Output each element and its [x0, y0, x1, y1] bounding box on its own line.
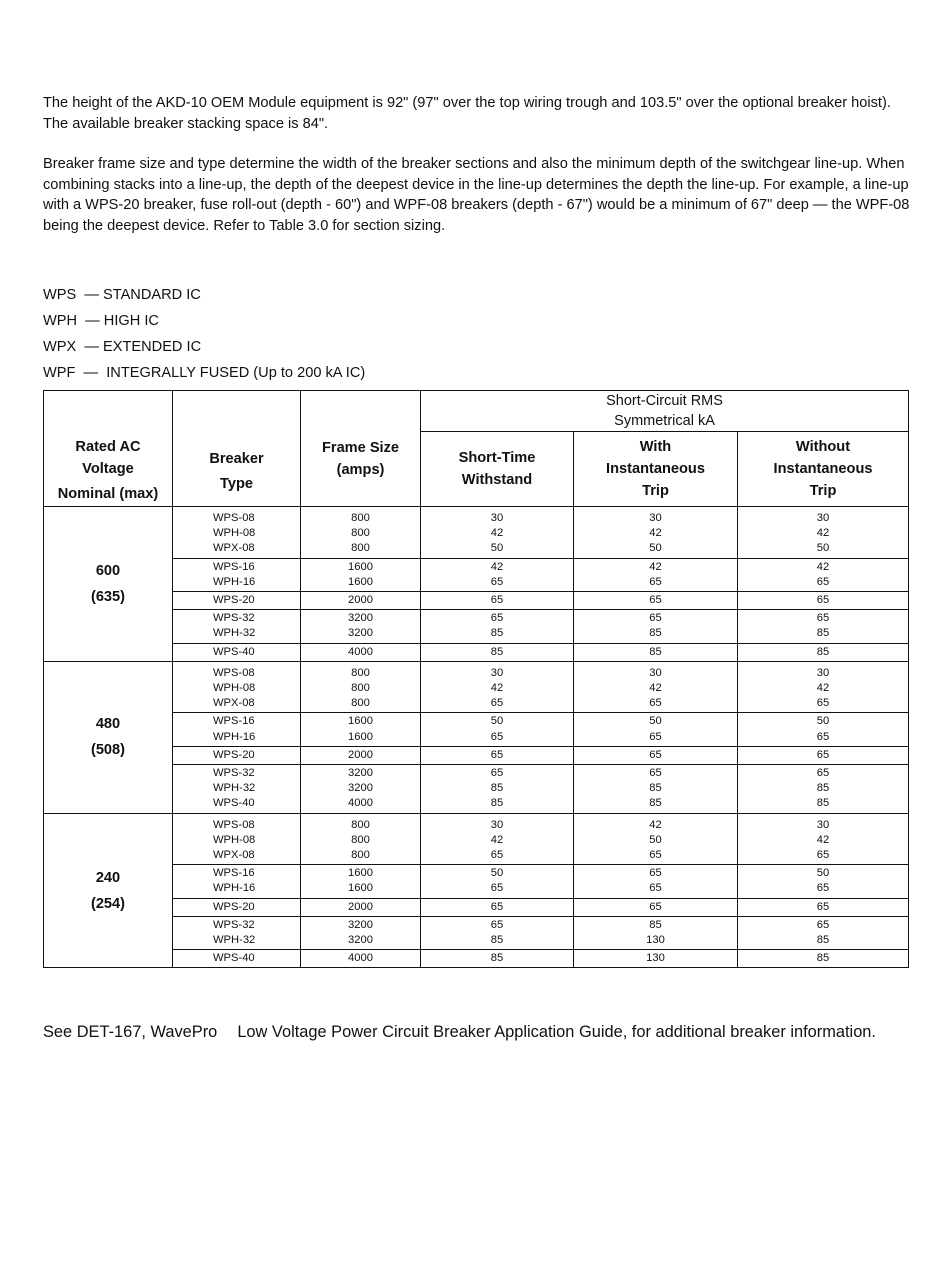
- frame-size-cell: [301, 558, 421, 591]
- cell-value: 1600: [348, 715, 373, 728]
- cell-value: 30: [649, 512, 662, 524]
- table-row: [44, 865, 909, 898]
- table-row: [44, 950, 909, 968]
- cell-value: 85: [490, 952, 504, 965]
- cell-value: 30: [816, 666, 830, 679]
- breaker-rating-table: [43, 390, 909, 968]
- cell-value: WPH-32: [213, 934, 256, 947]
- cell-value: 42: [649, 818, 662, 831]
- without-inst-trip-cell: [738, 592, 909, 610]
- voltage-nominal: 600: [95, 562, 121, 579]
- short-time-cell: [421, 746, 574, 764]
- cell-value: 800: [351, 697, 370, 710]
- voltage-nominal: 240: [95, 869, 121, 886]
- voltage-max: (508): [90, 742, 126, 759]
- cell-value: 42: [816, 682, 830, 695]
- breaker-type-cell: [173, 507, 301, 559]
- cell-value: 130: [646, 952, 665, 965]
- cell-value: WPS-08: [213, 666, 255, 679]
- cell-value: 65: [816, 767, 830, 780]
- cell-value: 42: [490, 560, 504, 573]
- legend-item-wps: WPS — STANDARD IC: [43, 287, 201, 303]
- cell-value: 4000: [348, 645, 373, 658]
- without-inst-trip-cell: [738, 746, 909, 764]
- frame-size-cell: [301, 950, 421, 968]
- voltage-nominal: 480: [95, 716, 121, 733]
- cell-value: 3200: [348, 612, 373, 625]
- cell-value: WPH-16: [213, 730, 256, 743]
- voltage-max: (254): [90, 895, 126, 912]
- table-row: [44, 643, 909, 661]
- cell-value: 65: [649, 575, 662, 588]
- cell-value: 65: [490, 730, 504, 743]
- cell-value: 65: [816, 575, 830, 588]
- short-time-cell: [421, 713, 574, 746]
- cell-value: 85: [490, 934, 504, 947]
- cell-value: 42: [490, 682, 504, 695]
- cell-value: 1600: [348, 730, 373, 743]
- with-inst-trip-cell: [574, 643, 738, 661]
- cell-value: 85: [816, 934, 830, 947]
- cell-value: 65: [816, 900, 830, 913]
- breaker-type-cell: [173, 643, 301, 661]
- cell-value: 4000: [348, 797, 373, 810]
- cell-value: 50: [649, 715, 662, 728]
- header-text: Short-Circuit RMS: [606, 393, 723, 409]
- cell-value: WPS-08: [213, 818, 255, 831]
- header-text: (amps): [336, 461, 385, 478]
- without-inst-trip-cell: [738, 813, 909, 865]
- cell-value: 85: [816, 782, 830, 795]
- with-inst-trip-cell: [574, 898, 738, 916]
- header-with-instantaneous-trip: [574, 432, 738, 507]
- table-row: [44, 898, 909, 916]
- breaker-type-legend: [43, 284, 365, 388]
- cell-value: 3200: [348, 918, 373, 931]
- cell-value: WPX-08: [213, 542, 255, 555]
- with-inst-trip-cell: [574, 916, 738, 949]
- cell-value: 42: [649, 527, 662, 540]
- cell-value: 30: [816, 512, 830, 524]
- cell-value: 85: [649, 627, 662, 640]
- breaker-type-cell: [173, 558, 301, 591]
- cell-value: 130: [646, 934, 665, 947]
- cell-value: 42: [816, 833, 830, 846]
- cell-value: 65: [490, 918, 504, 931]
- cell-value: WPH-08: [213, 833, 256, 846]
- frame-size-cell: [301, 592, 421, 610]
- cell-value: 50: [816, 542, 830, 555]
- short-time-cell: [421, 916, 574, 949]
- header-short-time-withstand: [421, 432, 574, 507]
- frame-size-cell: [301, 916, 421, 949]
- without-inst-trip-cell: [738, 610, 909, 643]
- table-row: [44, 813, 909, 865]
- cell-value: 42: [649, 682, 662, 695]
- footer-note: [43, 1021, 923, 1044]
- cell-value: 42: [816, 560, 830, 573]
- cell-value: 42: [490, 527, 504, 540]
- cell-value: 50: [490, 542, 504, 555]
- with-inst-trip-cell: [574, 746, 738, 764]
- breaker-type-cell: [173, 592, 301, 610]
- without-inst-trip-cell: [738, 643, 909, 661]
- short-time-cell: [421, 610, 574, 643]
- cell-value: 4000: [348, 952, 373, 965]
- short-time-cell: [421, 592, 574, 610]
- cell-value: 65: [649, 867, 662, 880]
- cell-value: WPS-16: [213, 560, 255, 573]
- cell-value: 800: [351, 666, 370, 679]
- breaker-type-cell: [173, 746, 301, 764]
- without-inst-trip-cell: [738, 916, 909, 949]
- cell-value: 3200: [348, 767, 373, 780]
- cell-value: 65: [649, 748, 662, 761]
- voltage-cell: [44, 507, 173, 662]
- cell-value: 30: [490, 512, 504, 524]
- header-text: Short-Time: [458, 450, 536, 466]
- footer-text-part2: Low Voltage Power Circuit Breaker Application Guide, for additional breaker information.: [237, 1023, 876, 1041]
- without-inst-trip-cell: [738, 950, 909, 968]
- cell-value: 65: [490, 697, 504, 710]
- cell-value: 85: [816, 797, 830, 810]
- cell-value: 800: [351, 818, 370, 831]
- cell-value: 3200: [348, 934, 373, 947]
- cell-value: WPS-40: [213, 797, 255, 810]
- table-row: [44, 661, 909, 713]
- cell-value: 800: [351, 512, 370, 524]
- cell-value: 65: [649, 849, 662, 862]
- without-inst-trip-cell: [738, 713, 909, 746]
- frame-size-cell: [301, 765, 421, 814]
- breaker-type-cell: [173, 661, 301, 713]
- with-inst-trip-cell: [574, 865, 738, 898]
- cell-value: WPS-16: [213, 715, 255, 728]
- short-time-cell: [421, 643, 574, 661]
- short-time-cell: [421, 661, 574, 713]
- cell-value: 30: [490, 666, 504, 679]
- breaker-type-cell: [173, 950, 301, 968]
- cell-value: WPX-08: [213, 697, 255, 710]
- frame-size-cell: [301, 507, 421, 559]
- cell-value: 65: [649, 697, 662, 710]
- cell-value: 65: [816, 882, 830, 895]
- breaker-type-cell: [173, 916, 301, 949]
- cell-value: 2000: [348, 900, 373, 913]
- short-time-cell: [421, 558, 574, 591]
- header-text: Without: [795, 439, 851, 455]
- table-row: [44, 746, 909, 764]
- cell-value: 85: [490, 645, 504, 658]
- cell-value: 50: [490, 867, 504, 880]
- cell-value: 85: [490, 782, 504, 795]
- cell-value: 65: [816, 918, 830, 931]
- cell-value: 65: [816, 849, 830, 862]
- cell-value: 30: [649, 666, 662, 679]
- with-inst-trip-cell: [574, 950, 738, 968]
- cell-value: WPS-40: [213, 645, 255, 658]
- frame-size-cell: [301, 610, 421, 643]
- cell-value: WPS-20: [213, 748, 255, 761]
- cell-value: 2000: [348, 748, 373, 761]
- cell-value: WPH-32: [213, 627, 256, 640]
- cell-value: 800: [351, 833, 370, 846]
- breaker-type-cell: [173, 898, 301, 916]
- breaker-type-cell: [173, 865, 301, 898]
- without-inst-trip-cell: [738, 507, 909, 559]
- cell-value: 50: [649, 833, 662, 846]
- cell-value: 65: [490, 575, 504, 588]
- with-inst-trip-cell: [574, 765, 738, 814]
- header-text: Withstand: [461, 472, 533, 488]
- legend-item-wpx: WPX — EXTENDED IC: [43, 339, 202, 355]
- without-inst-trip-cell: [738, 898, 909, 916]
- with-inst-trip-cell: [574, 713, 738, 746]
- with-inst-trip-cell: [574, 813, 738, 865]
- cell-value: 85: [649, 645, 662, 658]
- table-row: [44, 765, 909, 814]
- header-without-instantaneous-trip: [738, 432, 909, 507]
- cell-value: 65: [490, 849, 504, 862]
- frame-size-cell: [301, 865, 421, 898]
- cell-value: 85: [816, 645, 830, 658]
- with-inst-trip-cell: [574, 592, 738, 610]
- intro-paragraph-height: The height of the AKD-10 OEM Module equipment is 92" (97" over the top wiring trough and 103.5" over the optional breaker hoist). The available breaker stacking space is 84".: [43, 95, 891, 132]
- cell-value: WPH-16: [213, 575, 256, 588]
- cell-value: 3200: [348, 627, 373, 640]
- header-text: Trip: [809, 483, 837, 499]
- table-row: [44, 592, 909, 610]
- cell-value: 30: [816, 818, 830, 831]
- cell-value: WPH-08: [213, 682, 256, 695]
- cell-value: 65: [490, 748, 504, 761]
- cell-value: 65: [649, 730, 662, 743]
- header-text: Breaker: [209, 451, 264, 467]
- cell-value: WPS-32: [213, 612, 255, 625]
- header-breaker-type: [173, 391, 301, 507]
- header-text: Type: [220, 476, 253, 492]
- header-text: Frame Size: [321, 439, 400, 456]
- legend-item-wph: WPH — HIGH IC: [43, 313, 159, 329]
- cell-value: 85: [649, 918, 662, 931]
- cell-value: 65: [649, 882, 662, 895]
- table-row: [44, 610, 909, 643]
- cell-value: 85: [816, 952, 830, 965]
- cell-value: 65: [490, 882, 504, 895]
- with-inst-trip-cell: [574, 610, 738, 643]
- header-short-circuit: [421, 391, 909, 432]
- without-inst-trip-cell: [738, 765, 909, 814]
- header-text: Instantaneous: [773, 461, 873, 477]
- cell-value: WPS-32: [213, 767, 255, 780]
- cell-value: WPH-32: [213, 782, 256, 795]
- cell-value: 65: [816, 730, 830, 743]
- table-row: [44, 713, 909, 746]
- cell-value: 65: [816, 612, 830, 625]
- table-header: [44, 391, 909, 507]
- cell-value: 50: [490, 715, 504, 728]
- breaker-type-cell: [173, 713, 301, 746]
- cell-value: 65: [649, 612, 662, 625]
- voltage-cell: [44, 661, 173, 813]
- cell-value: 65: [490, 612, 504, 625]
- breaker-type-cell: [173, 610, 301, 643]
- frame-size-cell: [301, 661, 421, 713]
- cell-value: 1600: [348, 575, 373, 588]
- cell-value: 42: [490, 833, 504, 846]
- legend-item-wpf: WPF — INTEGRALLY FUSED (Up to 200 kA IC): [43, 365, 366, 381]
- short-time-cell: [421, 865, 574, 898]
- cell-value: WPS-20: [213, 900, 255, 913]
- header-frame-size: [301, 391, 421, 507]
- cell-value: 85: [490, 797, 504, 810]
- cell-value: 30: [490, 818, 504, 831]
- cell-value: 65: [649, 594, 662, 607]
- frame-size-cell: [301, 746, 421, 764]
- cell-value: 65: [490, 594, 504, 607]
- cell-value: 800: [351, 542, 370, 555]
- cell-value: 65: [816, 697, 830, 710]
- cell-value: 85: [649, 782, 662, 795]
- cell-value: WPS-08: [213, 512, 255, 524]
- frame-size-cell: [301, 898, 421, 916]
- voltage-cell: [44, 813, 173, 968]
- header-text: Instantaneous: [606, 461, 705, 477]
- intro-paragraph-depth: Breaker frame size and type determine the width of the breaker sections and also the minimum depth of the switchgear line-up. When combining stacks into a line-up, the depth of the deepest device in the line-up determines the depth the line-up. For example, a line-up with a WPS-20 breaker, fuse roll-out (depth - 60") and WPF-08 breakers (depth - 67") would be a minimum of 67" deep — the WPF-08 being the deepest device. Refer to Table 3.0 for section sizing.: [43, 156, 910, 234]
- without-inst-trip-cell: [738, 558, 909, 591]
- cell-value: 65: [816, 594, 830, 607]
- cell-value: 85: [816, 627, 830, 640]
- cell-value: 1600: [348, 560, 373, 573]
- cell-value: 1600: [348, 867, 373, 880]
- header-text: With: [639, 439, 672, 455]
- cell-value: 800: [351, 849, 370, 862]
- short-time-cell: [421, 898, 574, 916]
- with-inst-trip-cell: [574, 661, 738, 713]
- table-row: [44, 916, 909, 949]
- header-rated-ac-voltage: [44, 391, 173, 507]
- frame-size-cell: [301, 813, 421, 865]
- short-time-cell: [421, 950, 574, 968]
- cell-value: 3200: [348, 782, 373, 795]
- cell-value: 85: [490, 627, 504, 640]
- table-row: [44, 507, 909, 559]
- breaker-type-cell: [173, 813, 301, 865]
- cell-value: 1600: [348, 882, 373, 895]
- cell-value: 65: [490, 900, 504, 913]
- cell-value: WPH-16: [213, 882, 256, 895]
- cell-value: 65: [649, 900, 662, 913]
- with-inst-trip-cell: [574, 507, 738, 559]
- header-text: Voltage: [82, 461, 134, 477]
- table-row: [44, 558, 909, 591]
- header-text: Rated AC: [75, 439, 141, 455]
- cell-value: 50: [816, 715, 830, 728]
- cell-value: WPS-20: [213, 594, 255, 607]
- header-text: Trip: [642, 483, 669, 499]
- header-text: Nominal (max): [57, 486, 159, 502]
- cell-value: 65: [649, 767, 662, 780]
- cell-value: 50: [649, 542, 662, 555]
- cell-value: 800: [351, 682, 370, 695]
- cell-value: WPS-40: [213, 952, 255, 965]
- short-time-cell: [421, 765, 574, 814]
- cell-value: 42: [649, 560, 662, 573]
- cell-value: 65: [816, 748, 830, 761]
- cell-value: WPS-16: [213, 867, 255, 880]
- without-inst-trip-cell: [738, 661, 909, 713]
- breaker-type-cell: [173, 765, 301, 814]
- short-time-cell: [421, 813, 574, 865]
- cell-value: WPS-32: [213, 918, 255, 931]
- header-text: Symmetrical kA: [614, 413, 715, 429]
- frame-size-cell: [301, 713, 421, 746]
- cell-value: 85: [649, 797, 662, 810]
- cell-value: 42: [816, 527, 830, 540]
- cell-value: 65: [490, 767, 504, 780]
- cell-value: WPH-08: [213, 527, 256, 540]
- frame-size-cell: [301, 643, 421, 661]
- footer-text-part1: See DET-167, WavePro: [43, 1023, 218, 1041]
- voltage-max: (635): [90, 588, 126, 605]
- with-inst-trip-cell: [574, 558, 738, 591]
- cell-value: WPX-08: [213, 849, 255, 862]
- cell-value: 2000: [348, 594, 373, 607]
- cell-value: 800: [351, 527, 370, 540]
- short-time-cell: [421, 507, 574, 559]
- table-body: [44, 507, 909, 968]
- cell-value: 50: [816, 867, 830, 880]
- without-inst-trip-cell: [738, 865, 909, 898]
